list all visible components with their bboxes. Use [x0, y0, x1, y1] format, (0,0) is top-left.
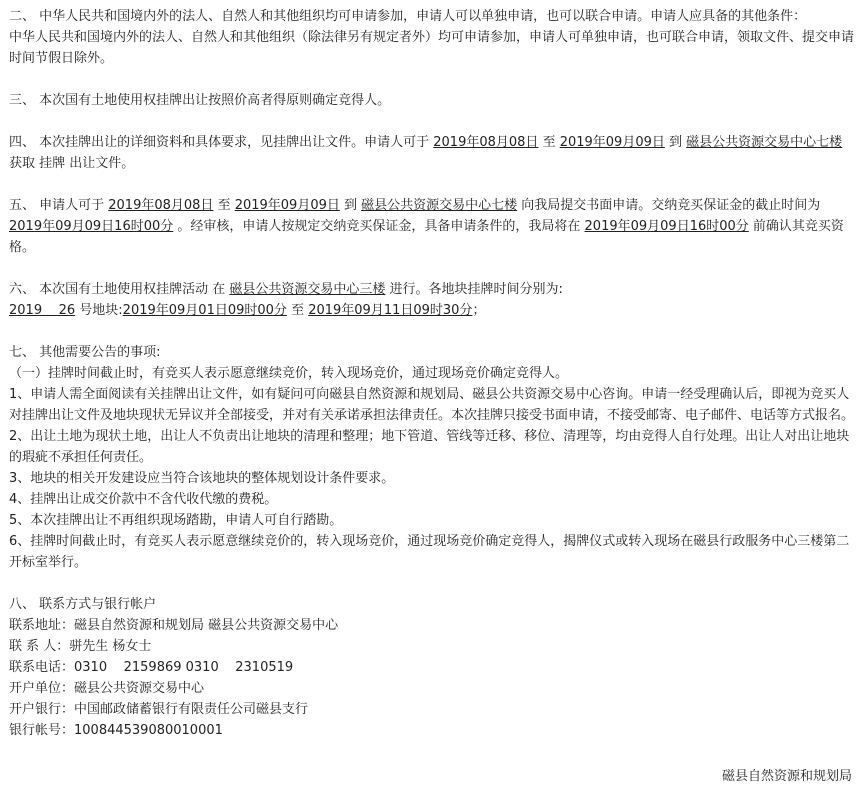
- section-7-item: （一）挂牌时间截止时，有竞买人表示愿意继续竞价，转入现场竞价，通过现场竞价确定竞得人。: [9, 366, 569, 381]
- section-2-heading: 二、 中华人民共和国境内外的法人、自然人和其他组织均可申请参加，申请人可以单独申请，也可以联合申请。申请人应具备的其他条件：: [9, 9, 807, 24]
- section-7-title: 七、 其他需要公告的事项:: [9, 345, 161, 360]
- text-span: 至: [213, 198, 235, 213]
- text-span: 号地块:: [75, 303, 123, 318]
- end-date: 2019年09月09日: [559, 135, 665, 150]
- section-6-schedule: [9, 300, 857, 321]
- spacer: [9, 321, 857, 342]
- venue: 磁县公共资源交易中心七楼: [361, 198, 518, 213]
- spacer: [9, 573, 857, 594]
- section-7-item: 4、挂牌出让成交价款中不含代收代缴的费税。: [9, 492, 278, 507]
- contact-person: 联 系 人：骈先生 杨女士: [9, 639, 152, 654]
- bank-name: 开户银行：中国邮政储蓄银行有限责任公司磁县支行: [9, 702, 309, 717]
- end-time: 2019年09月11日09时30分: [308, 303, 473, 318]
- venue: 磁县公共资源交易中心七楼: [686, 135, 843, 150]
- text-span: 六、 本次国有土地使用权挂牌活动 在: [9, 282, 230, 297]
- start-date: 2019年08月08日: [108, 198, 214, 213]
- announcement-body: [9, 6, 857, 741]
- contact-phone: 联系电话：0310 2159869 0310 2310519: [9, 660, 294, 675]
- text-span: 四、 本次挂牌出让的详细资料和具体要求，见挂牌出让文件。申请人可于: [9, 135, 434, 150]
- text-span: ；: [472, 303, 486, 318]
- text-span: 到: [339, 198, 362, 213]
- venue: 磁县公共资源交易中心三楼: [229, 282, 386, 297]
- section-7-item: 5、本次挂牌出让不再组织现场踏勘，申请人可自行踏勘。: [9, 513, 343, 528]
- parcel-number: 2019 26: [9, 303, 76, 318]
- contact-address: 联系地址：磁县自然资源和规划局 磁县公共资源交易中心: [9, 618, 339, 633]
- text-span: 获取 挂牌 出让文件。: [9, 156, 135, 171]
- section-7-item: 3、地块的相关开发建设应当符合该地块的整体规划设计条件要求。: [9, 471, 395, 486]
- section-7-item: 2、出让土地为现状土地，出让人不负责出让地块的清理和整理；地下管道、管线等迁移、移位、清理等，均由竞得人自行处理。出让人对出让地块的瑕疵不承担任何责任。: [9, 429, 850, 465]
- spacer: [9, 258, 857, 279]
- section-5: [9, 195, 857, 258]
- spacer: [9, 69, 857, 90]
- text-span: 至: [286, 303, 309, 318]
- spacer: [9, 111, 857, 132]
- section-2-detail: 中华人民共和国境内外的法人、自然人和其他组织（除法律另有规定者外）均可申请参加，申请人可单独申请，也可联合申请，领取文件、提交申请时间节假日除外。: [9, 30, 855, 66]
- text-span: 进行。各地块挂牌时间分别为:: [385, 282, 563, 297]
- start-date: 2019年08月08日: [433, 135, 539, 150]
- section-6: [9, 279, 857, 300]
- text-span: 至: [538, 135, 560, 150]
- text-span: 。经审核，申请人按规定交纳竞买保证金，具备申请条件的，我局将在: [173, 219, 585, 234]
- section-3: 三、 本次国有土地使用权挂牌出让按照价高者得原则确定竞得人。: [9, 93, 391, 108]
- text-span: 五、 申请人可于: [9, 198, 109, 213]
- confirm-time: 2019年09月09日16时00分: [584, 219, 749, 234]
- end-date: 2019年09月09日: [234, 198, 340, 213]
- spacer: [9, 174, 857, 195]
- text-span: 前确认其竞买资格。: [9, 219, 844, 255]
- deposit-deadline: 2019年09月09日16时00分: [9, 219, 174, 234]
- section-7-item: 1、申请人需全面阅读有关挂牌出让文件，如有疑问可向磁县自然资源和规划局、磁县公共资源交易中心咨询。申请一经受理确认后，即视为竞买人对挂牌出让文件及地块现状无异议并全部接受，并对有关承诺承担法律责任。本次挂牌只接受书面申请，不接受邮寄、电子邮件、电话等方式报名。: [9, 387, 855, 423]
- text-span: 向我局提交书面申请。交纳竞买保证金的截止时间为: [517, 198, 821, 213]
- issuer-signature: 磁县自然资源和规划局: [721, 769, 852, 784]
- section-8-title: 八、 联系方式与银行帐户: [9, 597, 157, 612]
- account-holder: 开户单位：磁县公共资源交易中心: [9, 681, 205, 696]
- section-4: [9, 132, 857, 174]
- section-7-item: 6、挂牌时间截止时，有竞买人表示愿意继续竞价的，转入现场竞价，通过现场竞价确定竞得人，揭牌仪式或转入现场在磁县行政服务中心三楼第二开标室举行。: [9, 534, 850, 570]
- text-span: 到: [664, 135, 687, 150]
- start-time: 2019年09月01日09时00分: [122, 303, 287, 318]
- bank-account: 银行帐号：100844539080010001: [9, 723, 223, 738]
